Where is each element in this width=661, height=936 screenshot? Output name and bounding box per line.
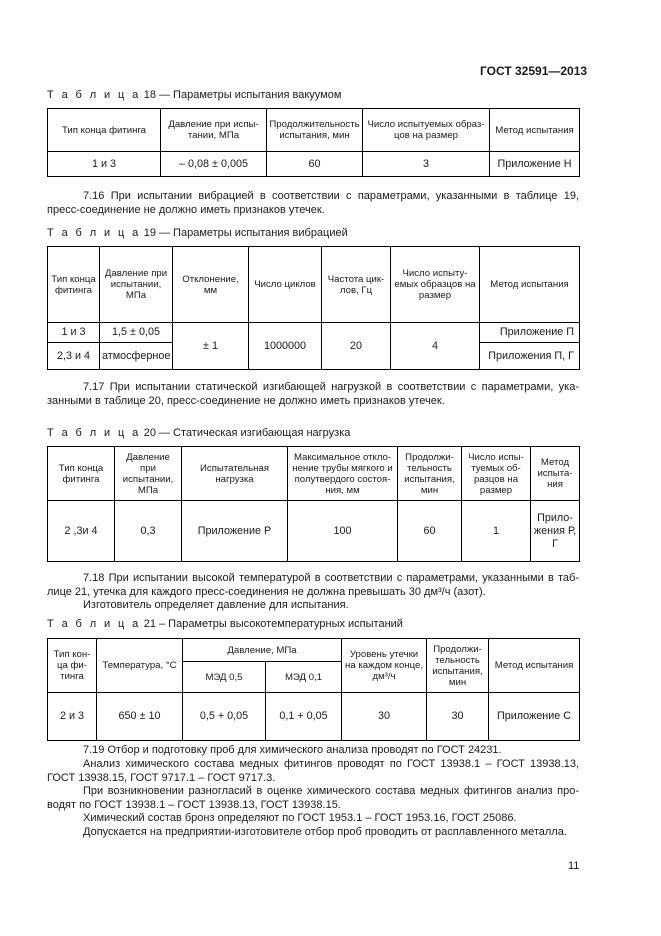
table-19-caption <box>47 227 348 239</box>
table-header: Метод испытания <box>490 109 580 152</box>
paragraph-7-17: 7.17 При испытании статической изгибающей нагрузкой в соответствии с параметрами, ука-занными в таблице 20, пресс-соединение не должно иметь признаков утечек. <box>47 381 579 407</box>
table-cell: 4 <box>391 323 480 370</box>
caption-word: Т а б л и ц а <box>47 618 141 630</box>
table-cell: Приложение П <box>480 323 580 343</box>
caption-text: 19 — Параметры испытания вибрацией <box>140 227 348 239</box>
table-header: Уровень утечки на каждом конце, дм³/ч <box>342 639 427 693</box>
table-header: Число испыту-емых образцов на размер <box>391 247 480 323</box>
table-header: МЭД 0,1 <box>266 662 342 693</box>
table-cell: 1 <box>462 501 531 562</box>
table-header: Тип конца фитинга <box>48 247 100 323</box>
table-20-caption <box>47 427 350 439</box>
table-header: Частота цик-лов, Гц <box>322 247 391 323</box>
table-cell: 2 и 3 <box>48 693 97 741</box>
caption-word: Т а б л и ц а <box>47 89 141 101</box>
table-18-caption <box>47 89 341 101</box>
table-header: Максимальное откло-нение трубы мягкого и полутвердого состоя-ния, мм <box>288 447 398 501</box>
table-21-caption <box>47 618 403 630</box>
table-cell: 650 ± 10 <box>97 693 183 741</box>
table-cell: 2,3 и 4 <box>48 343 100 370</box>
caption-text: 18 — Параметры испытания вакуумом <box>140 89 342 101</box>
paragraph-7-19: 7.19 Отбор и подготовку проб для химического анализа проводят по ГОСТ 24231. <box>83 744 502 756</box>
table-cell: Приложение Р <box>182 501 288 562</box>
table-header: Продолжи-тельность испытания, мин <box>398 447 462 501</box>
table-header: МЭД 0,5 <box>183 662 266 693</box>
table-cell: Приложение Н <box>490 152 580 177</box>
table-header: Метод испытания <box>489 639 580 693</box>
table-cell: – 0,08 ± 0,005 <box>161 152 267 177</box>
paragraph-7-18: 7.18 При испытании высокой температурой в соответствии с параметрами, указанными в таб-лице 21, утечка для каждого пресс-соединения не должна превышать 30 дм³/ч (азот). <box>47 572 579 598</box>
table-header: Тип конца фитинга <box>48 447 115 501</box>
table-header: Температура, °С <box>97 639 183 693</box>
table-header: Отклонение, мм <box>173 247 249 323</box>
table-cell: ± 1 <box>173 323 249 370</box>
table-cell: 3 <box>363 152 490 177</box>
table-cell: Приложения П, Г <box>480 343 580 370</box>
table-cell: 1 и 3 <box>48 323 100 343</box>
page-number: 11 <box>568 860 580 872</box>
table-cell: 0,1 + 0,05 <box>266 693 342 741</box>
table-cell: 20 <box>322 323 391 370</box>
paragraph-7-16: 7.16 При испытании вибрацией в соответствии с параметрами, указанными в таблице 19, пресс-соединение не должно иметь признаков утечек. <box>47 190 579 216</box>
table-header: Давление, МПа <box>183 639 342 662</box>
table-cell: 0,3 <box>115 501 182 562</box>
caption-word: Т а б л и ц а <box>47 427 141 439</box>
table-header: Продолжительность испытания, мин <box>267 109 363 152</box>
table-cell: 100 <box>288 501 398 562</box>
paragraph-7-18-note: Изготовитель определяет давление для испытания. <box>83 599 349 611</box>
paragraph-7-19-bronze: Химический состав бронз определяют по ГОСТ 1953.1 – ГОСТ 1953.16, ГОСТ 25086. <box>83 812 517 824</box>
table-header: Испытательная нагрузка <box>182 447 288 501</box>
table-cell: 30 <box>342 693 427 741</box>
table-cell: 60 <box>398 501 462 562</box>
caption-text: 20 — Статическая изгибающая нагрузка <box>140 427 351 439</box>
table-cell: 1000000 <box>249 323 322 370</box>
table-cell: Приложение С <box>489 693 580 741</box>
table-cell: Прило-жения Р, Г <box>531 501 580 562</box>
table-cell: 60 <box>267 152 363 177</box>
table-18 <box>47 108 580 177</box>
table-header: Число испытуемых образ-цов на размер <box>363 109 490 152</box>
table-cell: 30 <box>427 693 489 741</box>
paragraph-7-19-analysis: Анализ химического состава медных фитингов проводят по ГОСТ 13938.1 – ГОСТ 13938.13, ГОСТ 13938.15, ГОСТ 9717.1 – ГОСТ 9717.3. <box>47 758 579 784</box>
table-header: Метод испыта-ния <box>531 447 580 501</box>
table-header: Продолжи-тельность испытания, мин <box>427 639 489 693</box>
table-cell: 2 ,3и 4 <box>48 501 115 562</box>
paragraph-7-19-sampling: Допускается на предприятии-изготовителе отбор проб проводить от расплавленного металла. <box>83 826 567 838</box>
table-header: Давление при испы-тании, МПа <box>161 109 267 152</box>
table-19 <box>47 246 580 370</box>
table-cell: 1,5 ± 0,05 <box>100 323 173 343</box>
table-20 <box>47 446 580 562</box>
table-header: Метод испытания <box>480 247 580 323</box>
table-header: Давление при испытании, МПа <box>100 247 173 323</box>
table-cell: 0,5 + 0,05 <box>183 693 266 741</box>
table-21 <box>47 638 580 741</box>
document-number: ГОСТ 32591—2013 <box>480 64 588 78</box>
caption-text: 21 – Параметры высокотемпературных испытаний <box>140 618 403 630</box>
paragraph-7-19-disputes: При возникновении разногласий в оценке химического состава медных фитингов анализ про-водят по ГОСТ 13938.1 – ГОСТ 13938.13, ГОСТ 13938.15. <box>47 785 579 811</box>
table-cell: 1 и 3 <box>48 152 161 177</box>
caption-word: Т а б л и ц а <box>47 227 141 239</box>
table-header: Число испы-туемых об-разцов на размер <box>462 447 531 501</box>
table-header: Число циклов <box>249 247 322 323</box>
table-cell: атмосферное <box>100 343 173 370</box>
table-header: Тип конца фитинга <box>48 109 161 152</box>
table-header: Давление при испытании, МПа <box>115 447 182 501</box>
table-header: Тип кон-ца фи-тинга <box>48 639 97 693</box>
